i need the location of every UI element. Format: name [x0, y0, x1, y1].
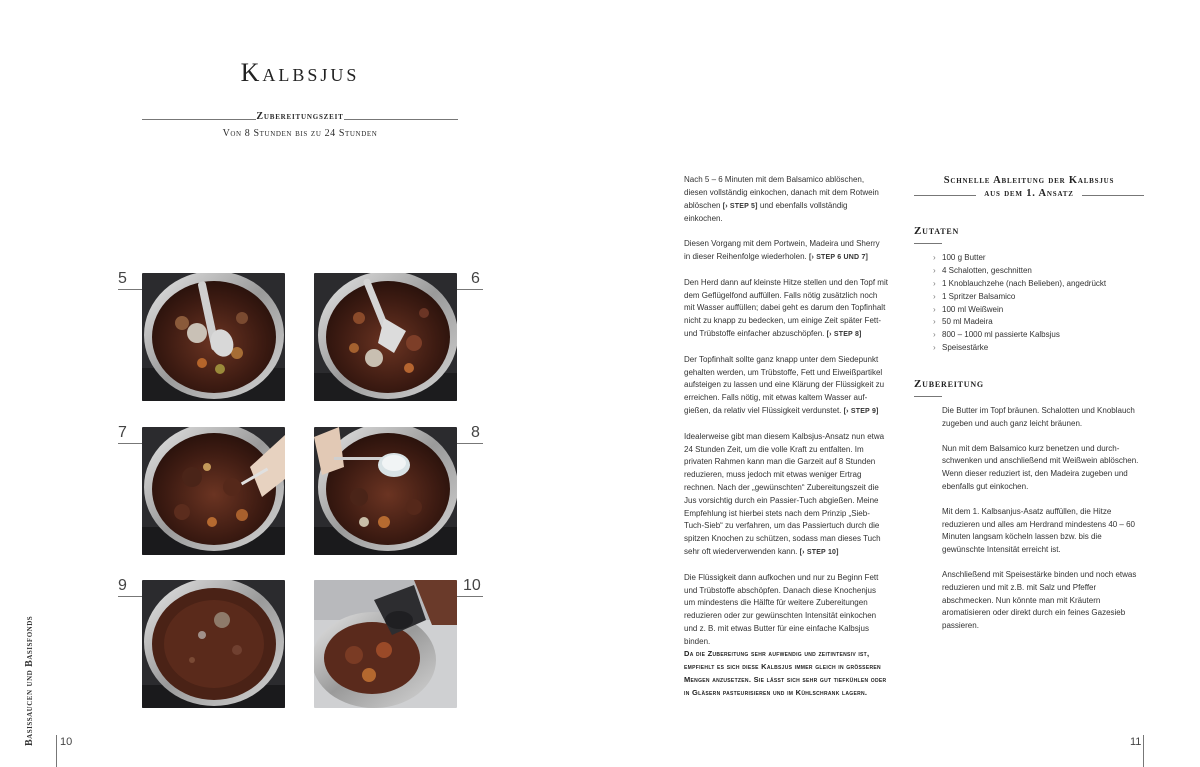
- step-number-8: 8: [471, 424, 480, 441]
- heading-rule-left: [914, 195, 976, 196]
- method-paragraph: Die Flüssigkeit dann aufkochen und nur zu Beginn Fett und Trübstoffe abschöpfen. Danach diese Knochenjus um mindestens die Hälfte für weitere Zubereitungen reduzieren oder zur gewünschten Intensität einkochen und z. B. mit etwas Butter für eine einfache Kalbsjus binden.: [684, 572, 879, 646]
- ingredient-item: › 100 ml Weißwein: [933, 304, 1004, 314]
- right-page-number: 11: [1130, 736, 1142, 748]
- heading-rule-right: [1082, 195, 1144, 196]
- step-number-9: 9: [118, 577, 127, 594]
- step-6-leader: [457, 289, 483, 290]
- step-8-photo: [314, 427, 457, 555]
- step-7-leader: [118, 443, 142, 444]
- ingredient-item: › 1 Knoblauchzehe (nach Belieben), angedrückt: [933, 278, 1107, 288]
- method-column: [684, 174, 888, 661]
- method-paragraph: Diesen Vorgang mit dem Portwein, Madeira und Sherry in dieser Reihenfolge wiederholen. [› STEP 6 UND 7]: [684, 239, 880, 261]
- preparation-paragraph: Nun mit dem Balsamico kurz benetzen und durchschwenken und anschließend mit Weißwein ablöschen. Wenn dieser reduziert ist, den Madeira zugeben und ebenfalls gut einkochen.: [942, 443, 1139, 491]
- method-paragraph: Der Topfinhalt sollte ganz knapp unter dem Siedepunkt gehalten werden, um Trübstoffe, Fett und Eiweißpartikel aufsteigen zu lassen und eine Klärung der Flüssigkeit zu erreichen. Falls nötig, mit etwas kaltem Wasser aufgießen, da relativ viel Flüssigkeit verdunstet. [› STEP 9]: [684, 354, 885, 415]
- recipe-title: Kalbsjus: [240, 58, 360, 87]
- step-10-photo: [314, 580, 457, 708]
- step-5-photo: [142, 273, 285, 401]
- ingredients-title: Zutaten: [914, 225, 960, 237]
- ingredient-item: › 800 – 1000 ml passierte Kalbsjus: [933, 330, 1060, 340]
- step-8-leader: [457, 443, 483, 444]
- preparation-paragraph: Anschließend mit Speisestärke binden und noch etwas reduzieren und mit z.B. mit Salz und Pfeffer abschmecken. Nun könnte man mit Kräutern aromatisieren oder direkt durch ein feines Gazesieb passieren.: [942, 569, 1137, 631]
- step-10-leader: [457, 596, 483, 597]
- method-paragraph: Nach 5 – 6 Minuten mit dem Balsamico ablöschen, diesen vollständig einkochen, danach mit dem Rotwein ablöschen [› STEP 5] und ebenfalls vollständig einkochen.: [684, 175, 879, 224]
- prep-time-label: Zubereitungszeit: [256, 111, 344, 122]
- ingredient-item: › 50 ml Madeira: [933, 317, 993, 327]
- preparation-paragraph: Mit dem 1. Kalbsanjus-Asatz auffüllen, die Hitze reduzieren und alles am Herdrand mindestens 40 – 60 Minuten langsam köcheln lassen bzw. bis die gewünschte Intensität erreicht ist.: [942, 506, 1136, 555]
- left-page-number: 10: [60, 736, 73, 748]
- step-number-6: 6: [471, 270, 480, 287]
- step-number-10: 10: [463, 577, 481, 594]
- right-page-number-rule: [1143, 735, 1144, 767]
- left-page-number-rule: [56, 735, 57, 767]
- step-6-photo: [314, 273, 457, 401]
- prep-time-value: Von 8 Stunden bis zu 24 Stunden: [222, 128, 378, 139]
- preparation-column: [942, 405, 1144, 645]
- quick-derivation-heading-line2: aus dem 1. Ansatz: [984, 188, 1074, 199]
- step-number-5: 5: [118, 270, 127, 287]
- chapter-side-label: Basissaucen und Basisfonds: [24, 615, 35, 746]
- preparation-title: Zubereitung: [914, 378, 984, 390]
- quick-derivation-heading: [914, 174, 1144, 200]
- ingredient-item: › 4 Schalotten, geschnitten: [933, 265, 1032, 275]
- tip-note: Da die Zubereitung sehr aufwendig und zeitintensiv ist, empfiehlt es sich diese Kalbsjus immer gleich in grösseren Mengen anzusetzen. Sie lässt sich sehr gut tiefkühlen oder in Gläsern pasteurisieren und im Kühlschrank lagern.: [684, 649, 887, 697]
- step-9-leader: [118, 596, 142, 597]
- step-7-photo: [142, 427, 285, 555]
- step-5-leader: [118, 289, 142, 290]
- ingredients-rule: [914, 243, 942, 244]
- quick-derivation-heading-line1: Schnelle Ableitung der Kalbsjus: [943, 175, 1115, 186]
- step-number-7: 7: [118, 424, 127, 441]
- method-paragraph: Idealerweise gibt man diesem Kalbsjus-Ansatz nun etwa 24 Stunden Zeit, um die volle Kraft zu entfalten. Im privaten Rahmen kann man die Garzeit auf 8 Stunden reduzieren, muss jedoch mit etwas weniger Ertrag rechnen. Nach der „gewünschten“ Zubereitungszeit die Jus vorsichtig durch ein Passier-Tuch abgießen. Meine Empfehlung ist hierbei stets nach dem Prinzip „Sieb-Tuch-Sieb“ zu verfahren, um das Passiertuch durch die spitzen Knochen zu schützen, sodass man dieses Tuch sehr oft wiederverwenden kann. [› STEP 10]: [684, 431, 885, 556]
- preparation-rule: [914, 396, 942, 397]
- ingredient-item: › Speisestärke: [933, 343, 989, 353]
- ingredient-item: › 100 g Butter: [933, 253, 986, 262]
- method-paragraph: Den Herd dann auf kleinste Hitze stellen und den Topf mit dem Geflügelfond auffüllen. Falls nötig zusätzlich noch mit Wasser auffüllen; dabei geht es darum den Topfinhalt nicht zu knapp zu bedecken, um einige Zeit später Fett- und Trübstoffe einfacher abzuschöpfen. [› STEP 8]: [684, 277, 888, 338]
- preparation-paragraph: Die Butter im Topf bräunen. Schalotten und Knoblauch zugeben und auch ganz leicht bräunen.: [942, 406, 1135, 428]
- ingredient-item: › 1 Spritzer Balsamico: [933, 291, 1016, 301]
- step-9-photo: [142, 580, 285, 708]
- ingredients-list: [933, 252, 1143, 355]
